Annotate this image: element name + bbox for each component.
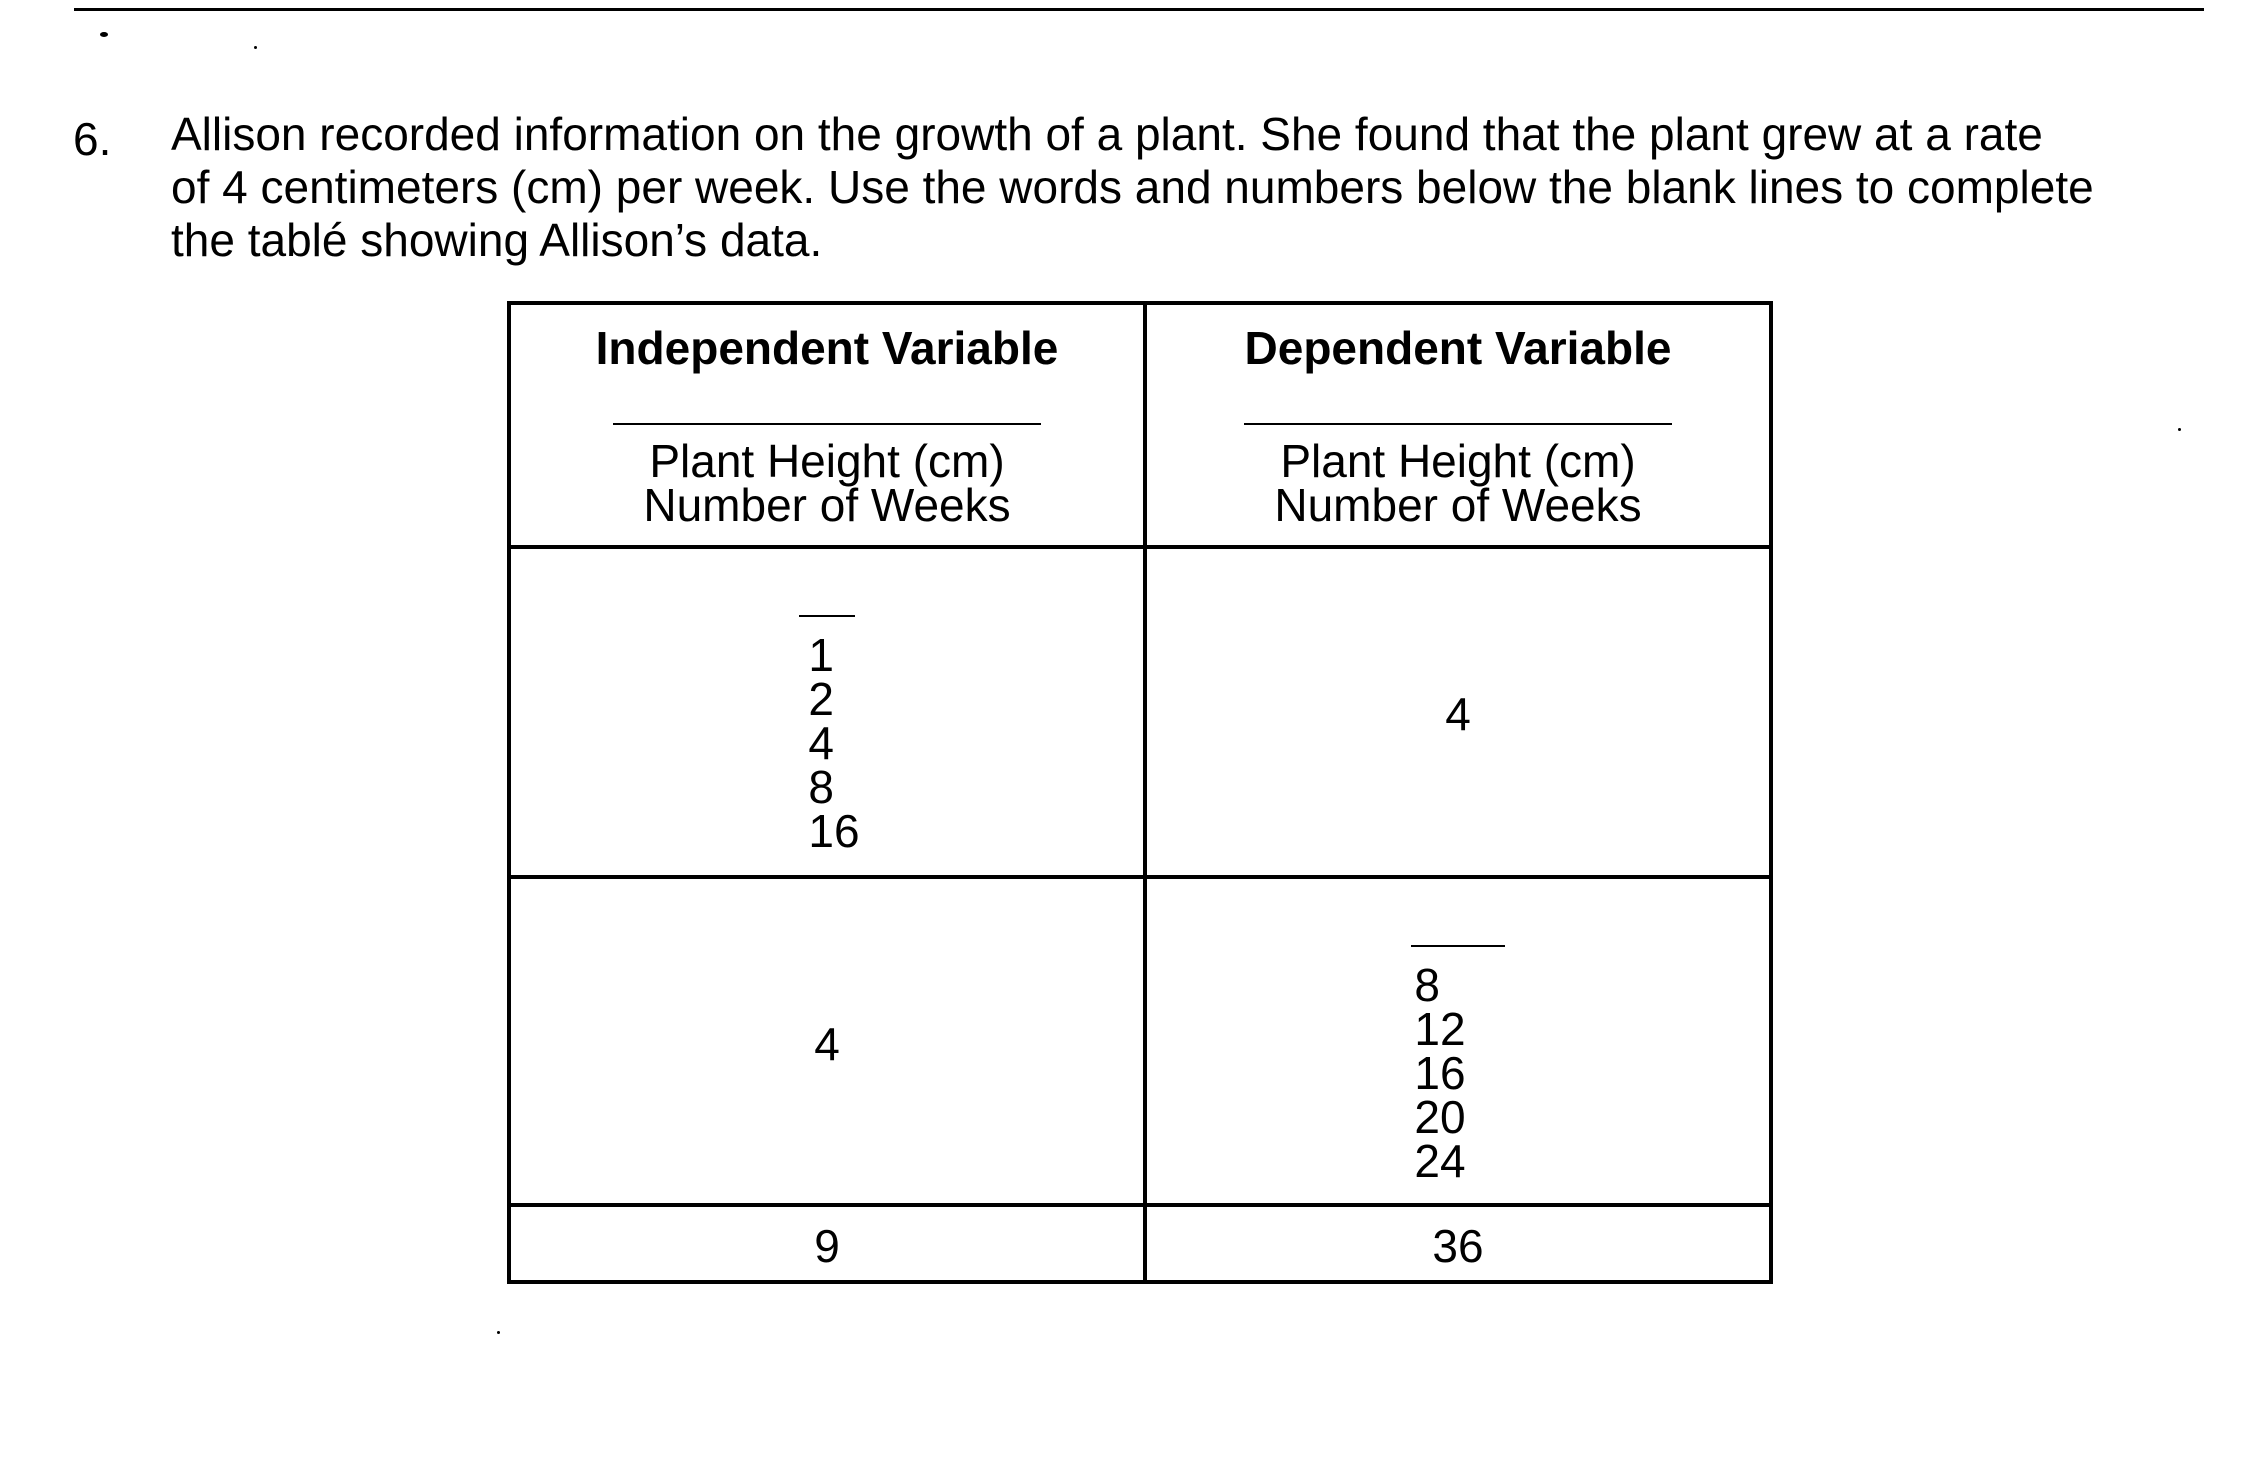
choice-option[interactable]: 20 [1414, 1091, 1466, 1143]
row2-dependent-cell [1147, 945, 1769, 1187]
row1-dependent-value: 4 [1445, 688, 1471, 740]
table-row-divider [511, 1203, 1769, 1207]
blank-line[interactable] [1411, 945, 1505, 947]
question-text [171, 108, 2251, 267]
choice-option[interactable]: 24 [1414, 1135, 1466, 1187]
choice-option[interactable]: 12 [1414, 1003, 1466, 1055]
table-row-divider [511, 875, 1769, 879]
question-line: of 4 centimeters (cm) per week. Use the words and numbers below the blank lines to complete [171, 161, 2094, 213]
choice-option[interactable]: 16 [808, 805, 860, 857]
choice-option[interactable]: Number of Weeks [1274, 479, 1642, 531]
row1-independent-cell [511, 615, 1143, 857]
scan-speck [100, 32, 108, 37]
scan-speck [2178, 428, 2181, 431]
header-independent-title: Independent Variable [595, 322, 1059, 374]
row2-dependent-choices [1414, 959, 1466, 1187]
header-independent-cell [511, 321, 1143, 541]
scan-speck [497, 1331, 500, 1334]
choice-option[interactable]: 8 [1414, 959, 1440, 1011]
header-dependent-cell [1147, 321, 1769, 541]
choice-option[interactable]: 1 [808, 629, 834, 681]
choice-option[interactable]: Plant Height (cm) [649, 435, 1005, 487]
top-rule [74, 8, 2204, 11]
question-number: 6. [73, 113, 112, 165]
row1-independent-choices [808, 629, 860, 857]
blank-line[interactable] [1244, 423, 1672, 425]
table-row-divider [511, 545, 1769, 549]
blank-line[interactable] [799, 615, 855, 617]
header-independent-choices [511, 435, 1143, 531]
choice-option[interactable]: 8 [808, 761, 834, 813]
question-line: the tablé showing Allison’s data. [171, 214, 823, 266]
choice-option[interactable]: 2 [808, 673, 834, 725]
choice-option[interactable]: Number of Weeks [643, 479, 1011, 531]
choice-option[interactable]: 4 [808, 717, 834, 769]
question-line: Allison recorded information on the growth of a plant. She found that the plant grew at a rate [171, 108, 2043, 160]
header-dependent-choices [1147, 435, 1769, 531]
choice-option[interactable]: 16 [1414, 1047, 1466, 1099]
row2-independent-value: 4 [814, 1018, 840, 1070]
choice-option[interactable]: Plant Height (cm) [1280, 435, 1636, 487]
header-dependent-title: Dependent Variable [1244, 322, 1672, 374]
data-table [507, 301, 1773, 1284]
blank-line[interactable] [613, 423, 1041, 425]
scan-speck [254, 46, 257, 49]
row3-independent-value: 9 [814, 1220, 840, 1272]
row3-dependent-value: 36 [1432, 1220, 1484, 1272]
